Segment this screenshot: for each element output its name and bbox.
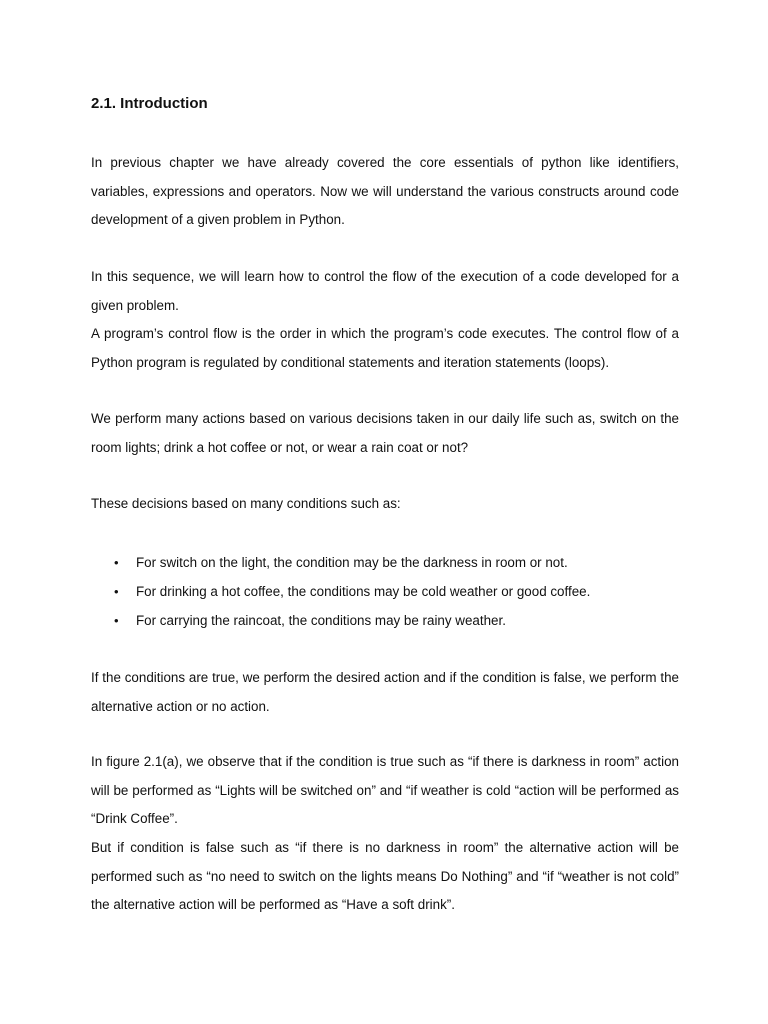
paragraph-sequence: In this sequence, we will learn how to control the flow of the execution of a code developed for a given problem. (91, 269, 679, 313)
bullet-icon: • (114, 584, 119, 599)
paragraph-intro: In previous chapter we have already covered the core essentials of python like identifiers, variables, expressions and operators. Now we will understand the various constructs around code development of a given problem in Python. (91, 155, 679, 228)
list-item-text: For switch on the light, the condition may be the darkness in room or not. (136, 555, 568, 570)
bullet-icon: • (114, 555, 119, 570)
list-item-text: For carrying the raincoat, the conditions may be rainy weather. (136, 613, 506, 628)
list-item-text: For drinking a hot coffee, the conditions may be cold weather or good coffee. (136, 584, 591, 599)
list-item (91, 577, 679, 606)
paragraph-decisions: We perform many actions based on various decisions taken in our daily life such as, switch on the room lights; drink a hot coffee or not, or wear a rain coat or not? (91, 411, 679, 455)
section-heading: 2.1. Introduction (91, 95, 208, 112)
list-item (91, 548, 679, 577)
list-item (91, 606, 679, 635)
paragraph-figure-false: But if condition is false such as “if there is no darkness in room” the alternative action will be performed such as “no need to switch on the lights means Do Nothing” and “if “weather is not cold” the alternative action will be performed as “Have a soft drink”. (91, 840, 679, 913)
paragraph-figure-true: In figure 2.1(a), we observe that if the condition is true such as “if there is darkness in room” action will be performed as “Lights will be switched on” and “if weather is cold “action will be performed as “Drink Coffee”. (91, 754, 679, 827)
paragraph-control-flow: A program’s control flow is the order in which the program’s code executes. The control flow of a Python program is regulated by conditional statements and iteration statements (loops). (91, 326, 679, 370)
paragraph-true-false: If the conditions are true, we perform the desired action and if the condition is false, we perform the alternative action or no action. (91, 670, 679, 714)
conditions-list (91, 548, 679, 635)
paragraph-conditions-intro: These decisions based on many conditions such as: (91, 496, 401, 511)
bullet-icon: • (114, 613, 119, 628)
